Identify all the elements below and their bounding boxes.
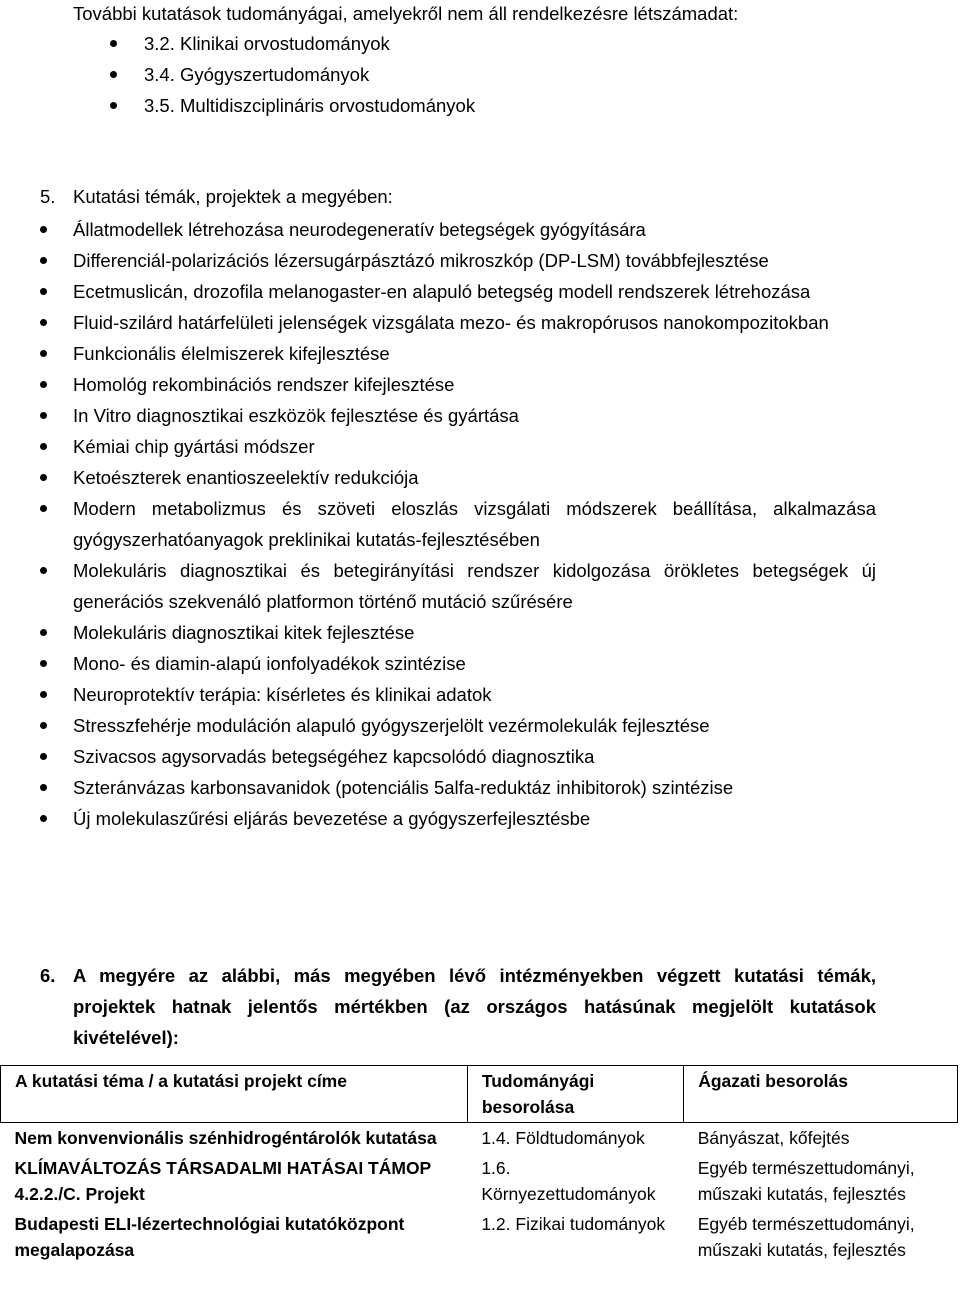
list-item: 3.5. Multidiszciplináris orvostudományok [110, 90, 475, 121]
bullet-icon [40, 443, 47, 450]
bullet-icon [40, 753, 47, 760]
table-cell-sector: Bányászat, kőfejtés [697, 1128, 850, 1148]
bullet-icon [40, 567, 47, 574]
table-cell-discipline: 1.6. Környezettudományok [481, 1158, 656, 1204]
list-item: Ecetmuslicán, drozofila melanogaster-en alapuló betegség modell rendszerek létrehozása [40, 276, 876, 307]
bullet-icon [40, 319, 47, 326]
bullet-icon [40, 722, 47, 729]
bullet-icon [40, 691, 47, 698]
column-header-discipline: Tudományági besorolása [467, 1066, 683, 1123]
table-row [1, 1209, 958, 1265]
bullet-icon [40, 257, 47, 264]
bullet-icon [40, 660, 47, 667]
bullet-icon [40, 815, 47, 822]
bullet-icon [40, 288, 47, 295]
intro-text: További kutatások tudományágai, amelyekről nem áll rendelkezésre létszámadat: [73, 3, 739, 24]
bullet-icon [40, 629, 47, 636]
list-item: In Vitro diagnosztikai eszközök fejlesztése és gyártása [40, 400, 876, 431]
table-cell-discipline: 1.2. Fizikai tudományok [481, 1214, 666, 1234]
section-title: Kutatási témák, projektek a megyében: [73, 186, 393, 207]
list-item: Új molekulaszűrési eljárás bevezetése a gyógyszerfejlesztésbe [40, 803, 876, 834]
section-title: A megyére az alábbi, más megyében lévő intézményekben végzett kutatási témák, projektek hatnak jelentős mértékben (az országos hatásúnak megjelölt kutatások kivételével): [73, 965, 876, 1048]
table-cell-discipline: 1.4. Földtudományok [481, 1128, 645, 1148]
bullet-icon [40, 474, 47, 481]
list-item: Modern metabolizmus és szöveti eloszlás vizsgálati módszerek beállítása, alkalmazása gyógyszerhatóanyagok preklinikai kutatás-fejlesztésében [40, 493, 876, 555]
bullet-icon [110, 102, 117, 109]
research-topics-list [40, 214, 876, 834]
bullet-icon [40, 226, 47, 233]
list-item: Kémiai chip gyártási módszer [40, 431, 876, 462]
bullet-icon [40, 505, 47, 512]
bullet-icon [110, 71, 117, 78]
table-cell-sector: Egyéb természettudományi, műszaki kutatás, fejlesztés [697, 1214, 915, 1260]
table-header-row [1, 1066, 958, 1123]
discipline-list [110, 28, 475, 121]
table-cell-title: KLÍMAVÁLTOZÁS TÁRSADALMI HATÁSAI TÁMOP 4.2.2./C. Projekt [14, 1158, 431, 1204]
bullet-icon [40, 381, 47, 388]
table-row [1, 1123, 958, 1154]
section-5-heading [40, 183, 393, 211]
list-item: Funkcionális élelmiszerek kifejlesztése [40, 338, 876, 369]
table-cell-title: Nem konvenvionális szénhidrogéntárolók kutatása [14, 1128, 437, 1148]
bullet-icon [110, 40, 117, 47]
list-item: Mono- és diamin-alapú ionfolyadékok szintézise [40, 648, 876, 679]
list-item: Molekuláris diagnosztikai kitek fejlesztése [40, 617, 876, 648]
list-item: Homológ rekombinációs rendszer kifejlesztése [40, 369, 876, 400]
list-item: Szivacsos agysorvadás betegségéhez kapcsolódó diagnosztika [40, 741, 876, 772]
list-item: Molekuláris diagnosztikai és betegirányítási rendszer kidolgozása örökletes betegségek új generációs szekvenáló platformon történő mutáció szűrésére [40, 555, 876, 617]
section-6-heading [40, 960, 876, 1053]
research-projects-table [0, 1065, 958, 1265]
list-item: Fluid-szilárd határfelületi jelenségek vizsgálata mezo- és makropórusos nanokompozitokban [40, 307, 876, 338]
section-number: 5. [40, 186, 56, 207]
column-header-title: A kutatási téma / a kutatási projekt címe [1, 1066, 468, 1123]
list-item: Ketoészterek enantioszeelektív redukciója [40, 462, 876, 493]
list-item: Szteránvázas karbonsavanidok (potenciális 5alfa-reduktáz inhibitorok) szintézise [40, 772, 876, 803]
list-item: Állatmodellek létrehozása neurodegeneratív betegségek gyógyítására [40, 214, 876, 245]
table-cell-title: Budapesti ELI-lézertechnológiai kutatóközpont megalapozása [14, 1214, 405, 1260]
bullet-icon [40, 350, 47, 357]
bullet-icon [40, 784, 47, 791]
table-row [1, 1153, 958, 1209]
bullet-icon [40, 412, 47, 419]
list-item: Neuroprotektív terápia: kísérletes és klinikai adatok [40, 679, 876, 710]
list-item: 3.2. Klinikai orvostudományok [110, 28, 475, 59]
column-header-sector: Ágazati besorolás [684, 1066, 958, 1123]
section-number: 6. [40, 965, 56, 986]
table-cell-sector: Egyéb természettudományi, műszaki kutatás, fejlesztés [697, 1158, 915, 1204]
list-item: 3.4. Gyógyszertudományok [110, 59, 475, 90]
list-item: Stresszfehérje moduláción alapuló gyógyszerjelölt vezérmolekulák fejlesztése [40, 710, 876, 741]
list-item: Differenciál-polarizációs lézersugárpásztázó mikroszkóp (DP-LSM) továbbfejlesztése [40, 245, 876, 276]
